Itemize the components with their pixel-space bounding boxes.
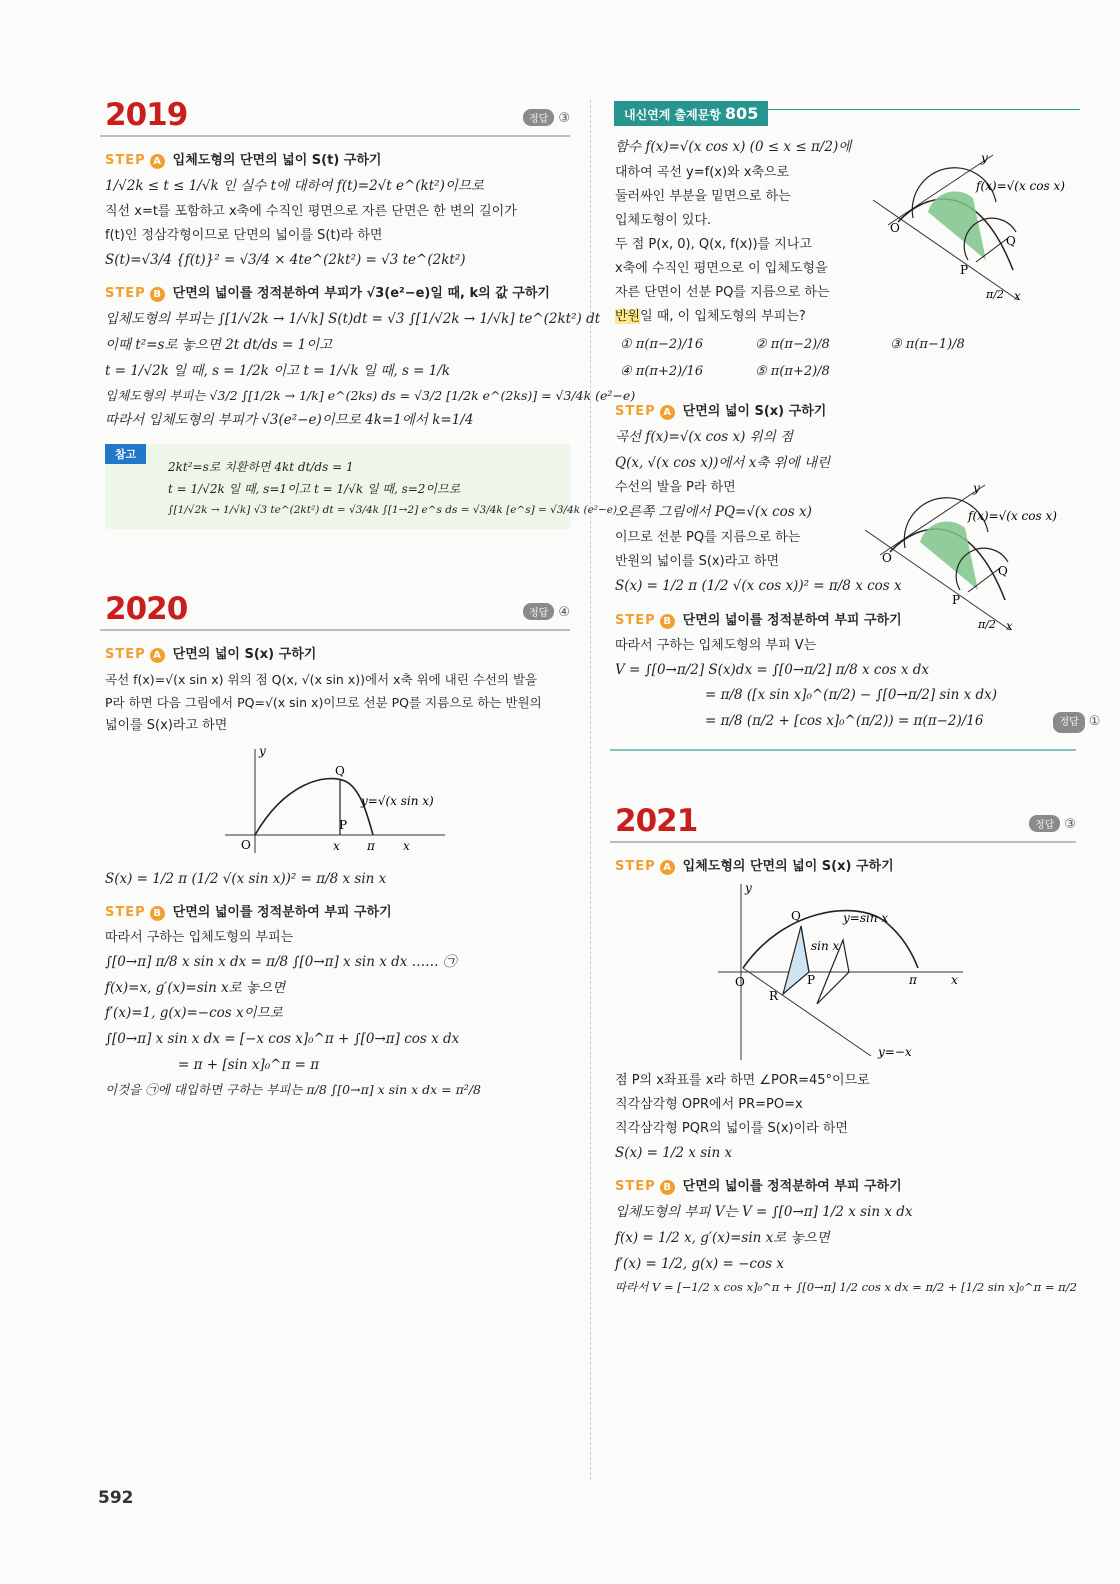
solution-line: 이때 t²=s로 놓으면 2t dt/ds = 1이고 — [105, 337, 333, 354]
svg-text:y: y — [745, 880, 752, 895]
solution-line: 점 P의 x좌표를 x라 하면 ∠POR=45°이므로 — [615, 1072, 870, 1088]
step-tag: STEP — [105, 647, 146, 663]
step-title: 입체도형의 단면의 넓이 S(t) 구하기 — [172, 153, 382, 168]
svg-text:P: P — [952, 593, 961, 607]
solution-line: Q(x, √(x cos x))에서 x축 위에 내린 — [615, 454, 831, 471]
svg-text:O: O — [882, 551, 892, 565]
note-line: ∫[1/√2k → 1/√k] √3 te^(2kt²) dt = √3/4k ∫[1→2] e^s ds = √3/4k [e^s] = √3/4k (e²−e) — [168, 504, 618, 517]
svg-text:y: y — [981, 151, 988, 165]
svg-text:y: y — [973, 481, 980, 495]
question-line: 두 점 P(x, 0), Q(x, f(x))를 지나고 — [615, 236, 812, 252]
solution-line: f′(x) = 1/2, g(x) = −cos x — [615, 1255, 784, 1272]
problem-number: 2020 — [105, 591, 188, 628]
solid-figure-solution — [860, 480, 1070, 640]
graph-label: f(x)=√(x cos x) — [976, 179, 1065, 193]
problem-number: 2019 — [105, 97, 188, 133]
solution-line: 이것을 ㉠에 대입하면 구하는 부피는 π/8 ∫[0→π] x sin x dx = π²/8 — [105, 1082, 481, 1098]
problem-header-2019 — [100, 95, 570, 137]
svg-text:π/2: π/2 — [986, 288, 1004, 301]
step-a-heading — [105, 643, 570, 663]
svg-text:O: O — [241, 837, 251, 852]
svg-text:P: P — [960, 263, 969, 277]
solution-line: S(t)=√3/4 {f(t)}² = √3/4 × 4te^(2kt²) = √3 te^(2kt²) — [105, 251, 466, 268]
step-b-heading — [615, 1175, 1076, 1195]
solution-line: P라 하면 다음 그림에서 PQ=√(x sin x)이므로 선분 PQ를 지름으로 하는 반원의 — [105, 695, 542, 711]
step-tag: STEP — [105, 905, 146, 921]
graph-sqrt-xsinx — [215, 743, 455, 863]
problem-number: 2021 — [615, 802, 698, 839]
answer-value: ③ — [558, 111, 570, 126]
solution-line: ∫[0→π] x sin x dx = [−x cos x]₀^π + ∫[0→π] cos x dx — [105, 1031, 460, 1048]
svg-text:π: π — [367, 838, 375, 853]
svg-text:O: O — [735, 974, 745, 989]
graph-label: sin x — [811, 938, 840, 953]
solution-line: 1/√2k ≤ t ≤ 1/√k 인 실수 t에 대하여 f(t)=2√t e^(kt²)이므로 — [105, 178, 484, 194]
answer-badge: 정답 — [523, 603, 554, 620]
answer-badge: 정답 — [1029, 815, 1060, 832]
solution-line: 반원의 넓이를 S(x)라고 하면 — [615, 553, 780, 569]
related-number: 805 — [724, 104, 759, 123]
answer-choices — [620, 337, 1076, 391]
solution-line: 오른쪽 그림에서 PQ=√(x cos x) — [615, 504, 812, 521]
answer — [523, 603, 570, 620]
step-a-heading — [615, 400, 1076, 420]
note-tag: 참고 — [105, 444, 146, 464]
svg-text:x: x — [951, 972, 958, 987]
svg-text:π/2: π/2 — [978, 618, 996, 631]
step-letter: A — [150, 648, 165, 663]
solution-line: f(x) = 1/2 x, g′(x)=sin x로 놓으면 — [615, 1230, 830, 1247]
solution-line: 이므로 선분 PQ를 지름으로 하는 — [615, 529, 801, 545]
step-tag: STEP — [615, 1179, 656, 1195]
step-letter: B — [660, 614, 675, 629]
solution-line: 직각삼각형 PQR의 넓이를 S(x)이라 하면 — [615, 1120, 848, 1136]
step-letter: B — [150, 287, 165, 302]
svg-text:x: x — [1006, 619, 1013, 633]
svg-text:Q: Q — [998, 564, 1008, 578]
step-a-heading — [615, 855, 1076, 875]
step-tag: STEP — [105, 286, 146, 302]
page-number: 592 — [98, 1488, 134, 1508]
solution-line: S(x) = 1/2 π (1/2 √(x cos x))² = π/8 x cos x — [615, 578, 902, 595]
note-line: t = 1/√2k 일 때, s=1이고 t = 1/√k 일 때, s=2이므로 — [168, 482, 461, 497]
question-line: 함수 f(x)=√(x cos x) (0 ≤ x ≤ π/2)에 — [615, 139, 852, 155]
step-title: 단면의 넓이를 정적분하여 부피가 √3(e²−e)일 때, k의 값 구하기 — [172, 286, 550, 302]
left-column — [100, 95, 636, 1102]
question-line: 입체도형이 있다. — [615, 212, 712, 228]
answer — [1029, 815, 1076, 832]
svg-text:P: P — [339, 817, 348, 832]
step-b-heading — [105, 901, 570, 921]
related-problem-header — [610, 95, 1076, 129]
step-letter: A — [660, 405, 675, 420]
step-title: 단면의 넓이를 정적분하여 부피 구하기 — [682, 1179, 902, 1195]
answer — [1053, 714, 1100, 729]
solution-line: f(t)인 정삼각형이므로 단면의 넓이를 S(t)라 하면 — [105, 227, 383, 243]
step-tag: STEP — [105, 153, 146, 168]
solution-line: 따라서 입체도형의 부피가 √3(e²−e)이므로 4k=1에서 k=1/4 — [105, 412, 474, 429]
step-title: 단면의 넓이를 정적분하여 부피 구하기 — [682, 612, 902, 628]
answer-badge: 정답 — [1053, 712, 1084, 733]
step-title: 입체도형의 단면의 넓이 S(x) 구하기 — [682, 858, 894, 874]
solution-line: 따라서 구하는 입체도형의 부피는 — [105, 930, 294, 946]
solution-line: = π + [sin x]₀^π = π — [178, 1056, 320, 1073]
step-letter: A — [150, 154, 165, 169]
graph-label: y=sin x — [843, 910, 889, 925]
section-separator — [610, 749, 1076, 751]
step-letter: A — [660, 860, 675, 875]
highlighted-term: 반원 — [615, 308, 641, 324]
step-tag: STEP — [615, 612, 656, 628]
question-line: 둘러싸인 부분을 밑면으로 하는 — [615, 188, 791, 204]
choice-2[interactable]: ② π(π−2)/8 — [755, 336, 830, 352]
svg-text:Q: Q — [791, 908, 801, 923]
solution-line: 곡선 f(x)=√(x sin x) 위의 점 Q(x, √(x sin x))에서 x축 위에 내린 수선의 발을 — [105, 672, 538, 688]
solution-line: f(x)=x, g′(x)=sin x로 놓으면 — [105, 979, 286, 996]
solution-line: = π/8 ([x sin x]₀^(π/2) − ∫[0→π/2] sin x dx) — [705, 687, 998, 704]
svg-text:x: x — [333, 838, 340, 853]
graph-label: y=−x — [878, 1044, 912, 1059]
answer-badge: 정답 — [523, 109, 554, 126]
answer — [523, 109, 570, 126]
step-b-heading — [105, 282, 570, 302]
question-line: 대하여 곡선 y=f(x)와 x축으로 — [615, 164, 790, 180]
svg-text:Q: Q — [1006, 234, 1016, 248]
step-letter: B — [660, 1180, 675, 1195]
solution-line: 따라서 V = [−1/2 x cos x]₀^π + ∫[0→π] 1/2 cos x dx = π/2 + [1/2 sin x]₀^π = π/2 — [615, 1280, 1077, 1295]
svg-text:P: P — [807, 972, 816, 987]
solution-line — [705, 709, 1101, 735]
choice-3[interactable]: ③ π(π−1)/8 — [890, 336, 965, 352]
problem-header-2020 — [100, 589, 570, 631]
svg-text:O: O — [890, 221, 900, 235]
solid-figure-question — [868, 150, 1078, 310]
problem-header-2021 — [610, 801, 1076, 843]
solution-text: = π/8 (π/2 + [cos x]₀^(π/2)) = π(π−2)/16 — [705, 713, 984, 729]
solution-line: 입체도형의 부피는 √3/2 ∫[1/2k → 1/k] e^(2ks) ds = √3/2 [1/2k e^(2ks)] = √3/4k (e²−e) — [105, 388, 636, 404]
solution-line: ∫[0→π] π/8 x sin x dx = π/8 ∫[0→π] x sin x dx …… ㉠ — [105, 954, 457, 971]
answer-value: ④ — [558, 605, 570, 621]
related-tag — [614, 101, 768, 126]
solution-line: 수선의 발을 P라 하면 — [615, 480, 736, 496]
solution-line: 직각삼각형 OPR에서 PR=PO=x — [615, 1096, 803, 1112]
choice-4[interactable]: ④ π(π+2)/16 — [620, 363, 704, 379]
svg-text:y: y — [259, 743, 266, 758]
column-divider — [590, 100, 591, 1480]
svg-text:x: x — [403, 838, 410, 853]
solution-line: S(x) = 1/2 x sin x — [615, 1144, 733, 1161]
graph-sinx-solid — [713, 880, 973, 1065]
answer-value: ③ — [1064, 816, 1076, 832]
svg-text:Q: Q — [335, 763, 345, 778]
step-title: 단면의 넓이 S(x) 구하기 — [682, 403, 827, 419]
choice-5[interactable]: ⑤ π(π+2)/8 — [755, 363, 830, 379]
note-line: 2kt²=s로 치환하면 4kt dt/ds = 1 — [168, 459, 354, 474]
question-text: 일 때, 이 입체도형의 부피는? — [640, 308, 806, 324]
step-a-heading — [105, 149, 570, 169]
solution-line: S(x) = 1/2 π (1/2 √(x sin x))² = π/8 x sin x — [105, 870, 387, 887]
choice-1[interactable]: ① π(π−2)/16 — [620, 336, 704, 352]
solution-line: 따라서 구하는 입체도형의 부피 V는 — [615, 637, 817, 653]
solution-line: V = ∫[0→π/2] S(x)dx = ∫[0→π/2] π/8 x cos x dx — [615, 661, 930, 678]
graph-label: f(x)=√(x cos x) — [968, 509, 1057, 523]
solution-line: f′(x)=1, g(x)=−cos x이므로 — [105, 1005, 283, 1022]
solution-line: 곡선 f(x)=√(x cos x) 위의 점 — [615, 428, 794, 445]
question-line: 자른 단면이 선분 PQ를 지름으로 하는 — [615, 284, 830, 300]
step-title: 단면의 넓이 S(x) 구하기 — [172, 647, 317, 663]
svg-text:π: π — [909, 972, 917, 987]
graph-label: y=√(x sin x) — [361, 793, 434, 808]
solution-line: 직선 x=t를 포함하고 x축에 수직인 평면으로 자른 단면은 한 변의 길이가 — [105, 203, 517, 219]
svg-text:x: x — [1014, 289, 1021, 303]
step-tag: STEP — [615, 858, 656, 874]
step-title: 단면의 넓이를 정적분하여 부피 구하기 — [172, 905, 392, 921]
solution-line: 입체도형의 부피는 ∫[1/√2k → 1/√k] S(t)dt = √3 ∫[1/√2k → 1/√k] te^(2kt²) dt — [105, 311, 601, 328]
question-line: x축에 수직인 평면으로 이 입체도형을 — [615, 260, 828, 276]
step-letter: B — [150, 906, 165, 921]
solution-line: 넓이를 S(x)라고 하면 — [105, 718, 228, 734]
reference-note — [105, 444, 618, 530]
solution-line: t = 1/√2k 일 때, s = 1/2k 이고 t = 1/√k 일 때, s = 1/k — [105, 362, 451, 379]
svg-text:R: R — [769, 988, 779, 1003]
related-label: 내신연계 출제문항 — [624, 108, 721, 122]
step-tag: STEP — [615, 403, 656, 419]
answer-value: ① — [1088, 714, 1101, 729]
solution-line: 입체도형의 부피 V는 V = ∫[0→π] 1/2 x sin x dx — [615, 1204, 913, 1221]
